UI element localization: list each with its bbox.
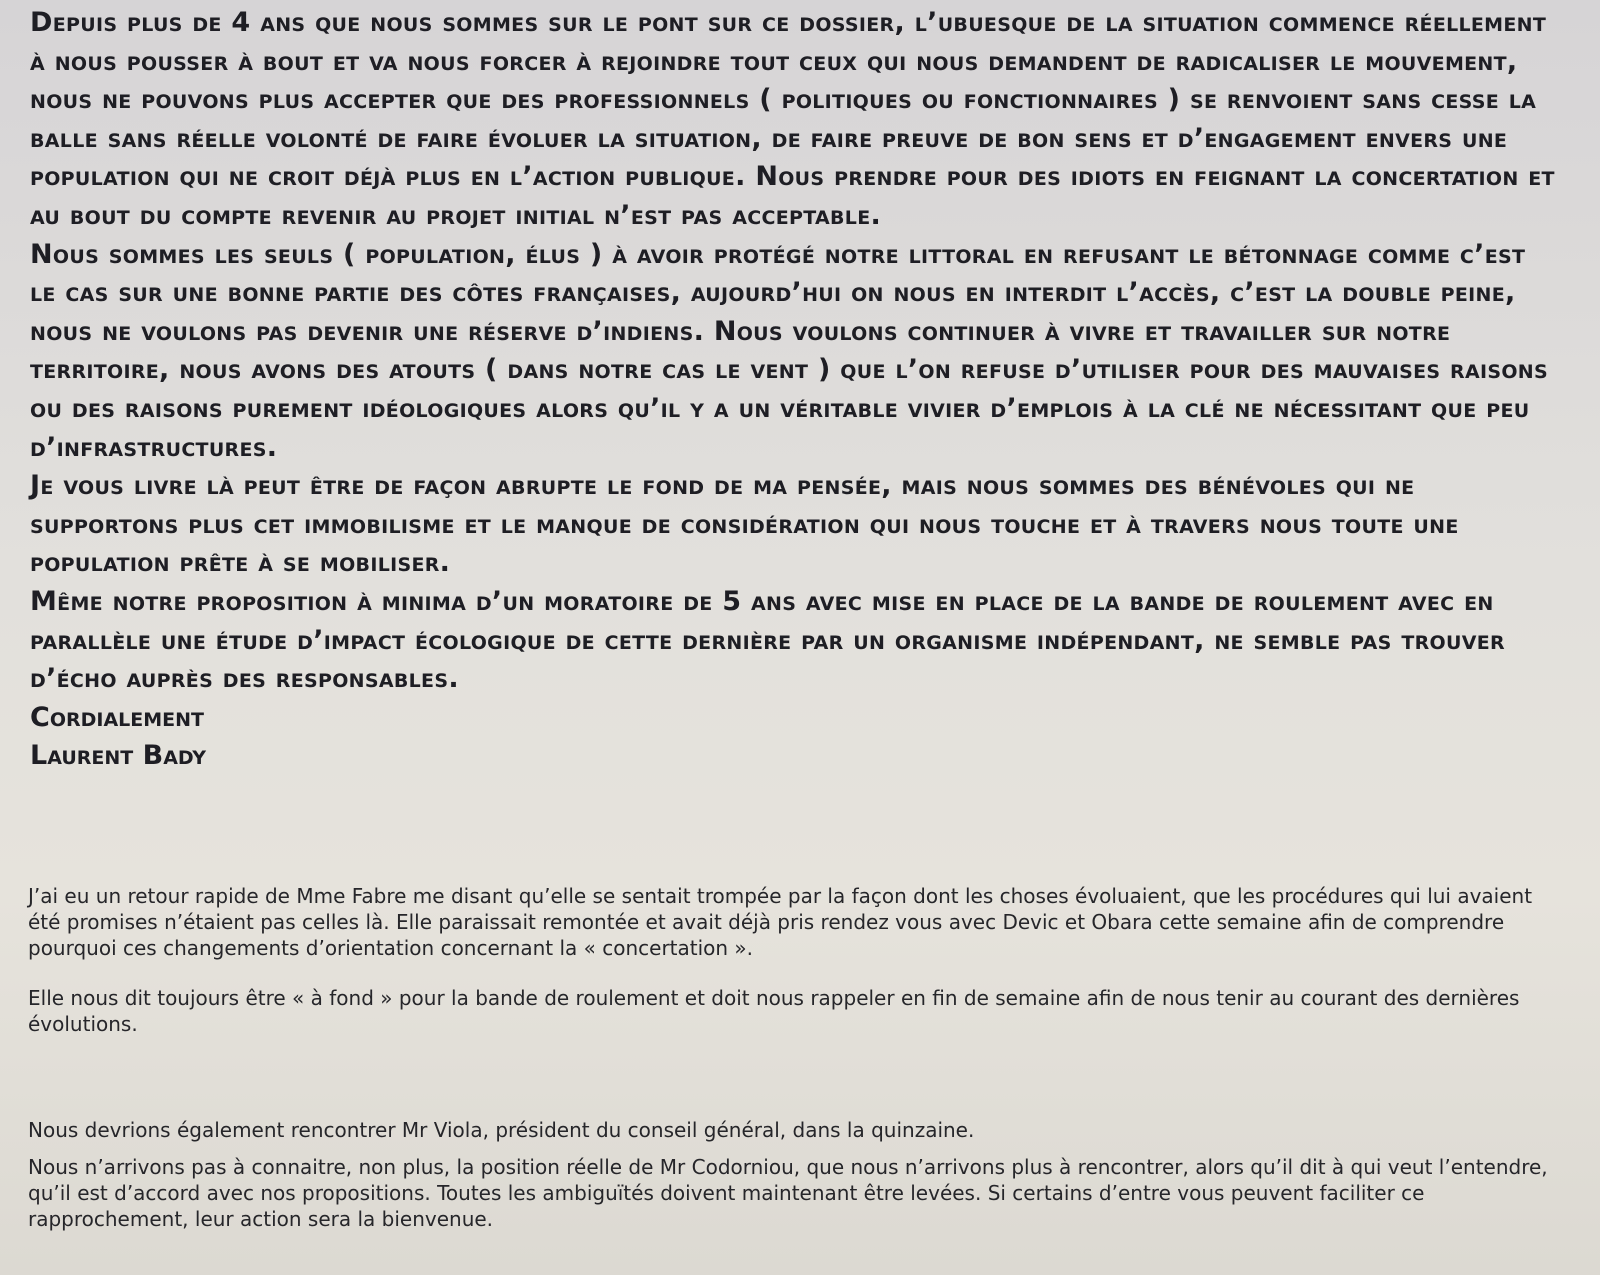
note-text: Nous n’arrivons pas à connaitre, non plus, la position réelle de Mr Codorniou, que nous n’arrivons plus à rencontrer, alors qu’il dit à qui veut l’entendre, qu’il est d’accord avec nos propositions. Toutes les ambiguïtés doivent maintenant être levées. Si certains d’entre vous peuvent faciliter ce rapprochement, leur action sera la bienvenue. <box>28 1155 1548 1231</box>
note-paragraph <box>28 1154 1560 1232</box>
letter-signoff <box>30 699 1560 775</box>
letter-paragraph: Nous sommes les seuls ( population, élus ) à avoir protégé notre littoral en refusant le bétonnage comme c’est le cas sur une bonne partie des côtes françaises, aujourd’hui on nous en interdit l’accès, c’est la double peine, nous ne voulons pas devenir une réserve d’indiens. Nous voulons continuer à vivre et travailler sur notre territoire, nous avons des atouts ( dans notre cas le vent ) que l’on refuse d’utiliser pour des mauvaises raisons ou des raisons purement idéologiques alors qu’il y a un véritable vivier d’emplois à la clé ne nécessitant que peu d’infrastructures. <box>30 238 1548 463</box>
letter-body <box>30 4 1560 699</box>
note-paragraph <box>28 883 1560 961</box>
note-paragraph <box>28 985 1560 1037</box>
note-text: Elle nous dit toujours être « à fond » pour la bande de roulement et doit nous rappeler en fin de semaine afin de nous tenir au courant des dernières évolutions. <box>28 986 1520 1036</box>
note-text: Nous devrions également rencontrer Mr Viola, président du conseil général, dans la quinzaine. <box>28 1118 975 1142</box>
closing-line: Cordialement <box>30 701 204 733</box>
note-text: J’ai eu un retour rapide de Mme Fabre me disant qu’elle se sentait trompée par la façon dont les choses évoluaient, que les procédures qui lui avaient été promises n’étaient pas celles là. Elle paraissait remontée et avait déjà pris rendez vous avec Devic et Obara cette semaine afin de comprendre pourquoi ces changements d’orientation concernant la « concertation ». <box>28 884 1533 960</box>
signature-name: Laurent Bady <box>30 739 207 771</box>
note-paragraph <box>28 1117 1560 1143</box>
letter-paragraph: Je vous livre là peut être de façon abrupte le fond de ma pensée, mais nous sommes des bénévoles qui ne supportons plus cet immobilisme et le manque de considération qui nous touche et à travers nous toute une population prête à se mobiliser. <box>30 470 1459 579</box>
letter-paragraph: Depuis plus de 4 ans que nous sommes sur le pont sur ce dossier, l’ubuesque de la situation commence réellement à nous pousser à bout et va nous forcer à rejoindre tout ceux qui nous demandent de radicaliser le mouvement, nous ne pouvons plus accepter que des professionnels ( politiques ou fonctionnaires ) se renvoient sans cesse la balle sans réelle volonté de faire évoluer la situation, de faire preuve de bon sens et d’engagement envers une population qui ne croit déjà plus en l’action publique. Nous prendre pour des idiots en feignant la concertation et au bout du compte revenir au projet initial n’est pas acceptable. <box>30 7 1555 231</box>
letter-paragraph: Même notre proposition à minima d’un moratoire de 5 ans avec mise en place de la bande de roulement avec en parallèle une étude d’impact écologique de cette dernière par un organisme indépendant, ne semble pas trouver d’écho auprès des responsables. <box>30 585 1505 695</box>
